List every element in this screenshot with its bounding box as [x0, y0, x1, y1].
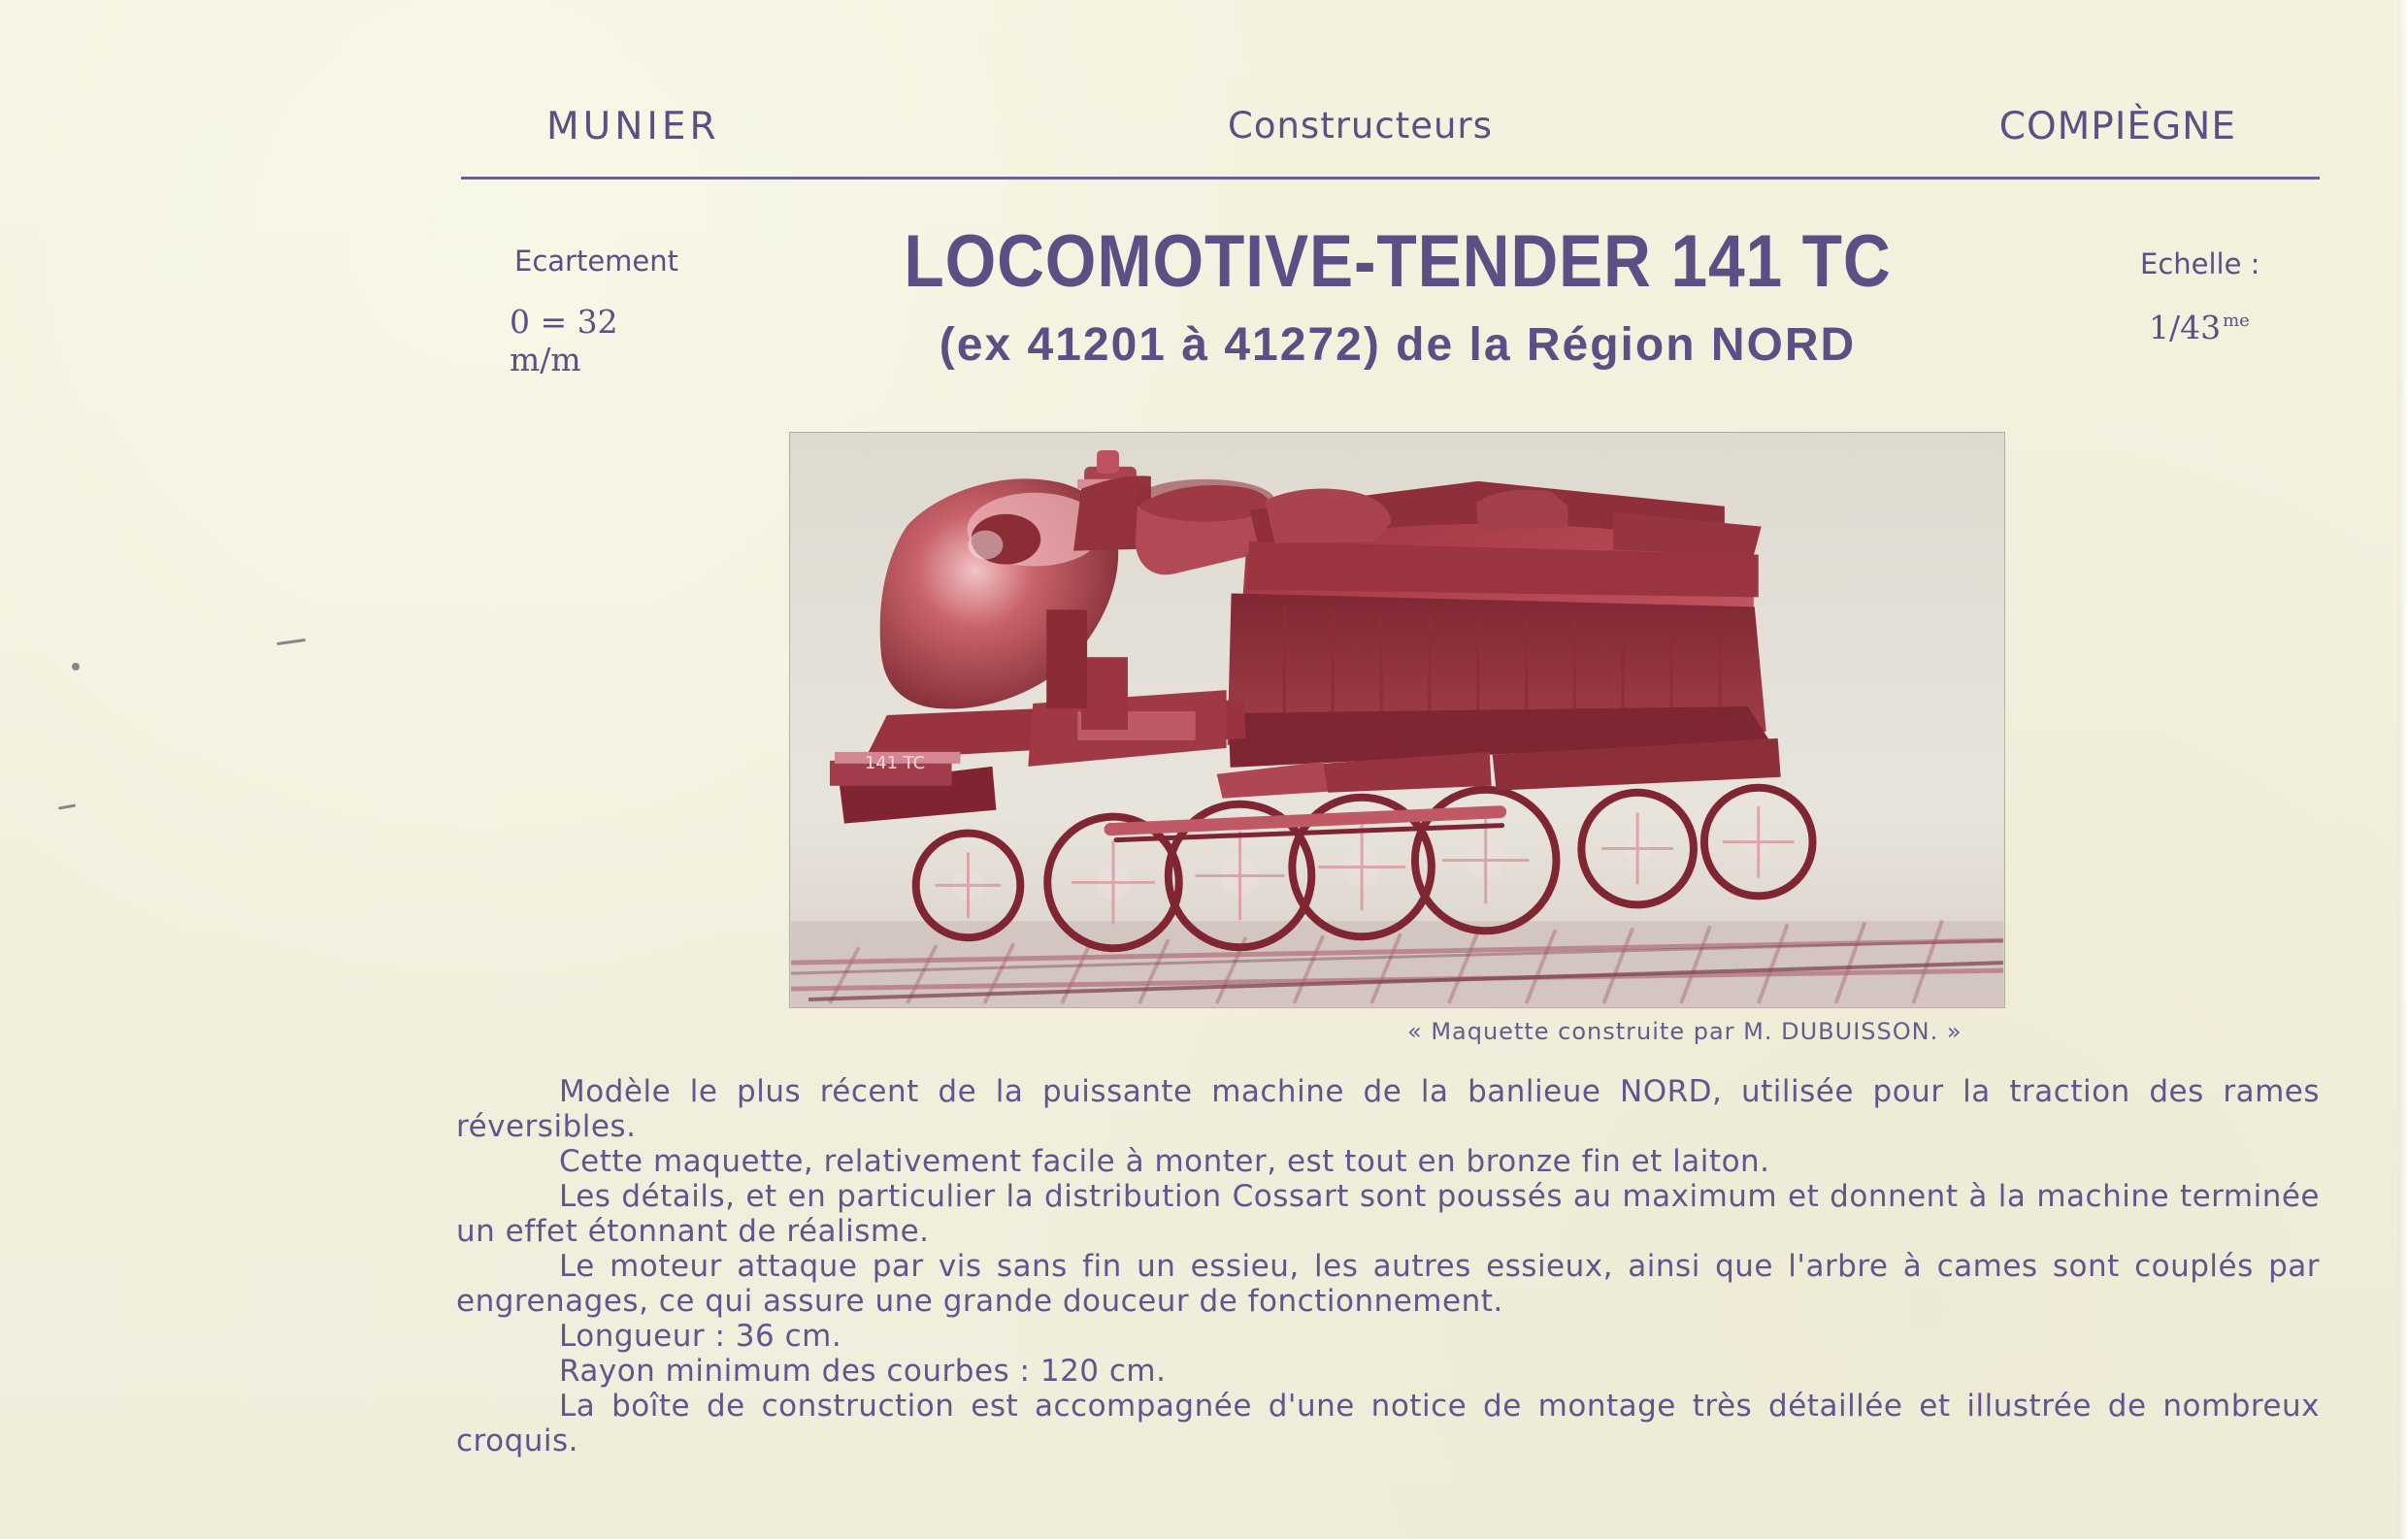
- description-text: [456, 1074, 2320, 1458]
- maker-role: Constructeurs: [1228, 105, 1493, 147]
- paper-mark: [277, 639, 306, 645]
- gauge-value: 0 = 32 m/m: [510, 303, 618, 378]
- maker-city: COMPIÈGNE: [1998, 105, 2236, 148]
- locomotive-photo: [789, 432, 2005, 1008]
- paragraph-4: Le moteur attaque par vis sans fin un essieu, les autres essieux, ainsi que l'arbre à cames sont couplés par engrenages, ce qui assure une grande douceur de fonctionnement.: [456, 1249, 2320, 1319]
- paragraph-2: Cette maquette, relativement facile à monter, est tout en bronze fin et laiton.: [559, 1144, 1770, 1179]
- page-title: LOCOMOTIVE-TENDER 141 TC: [904, 220, 1892, 303]
- page-subtitle: (ex 41201 à 41272) de la Région NORD: [939, 319, 1857, 371]
- paragraph-6: Rayon minimum des courbes : 120 cm.: [559, 1354, 1167, 1389]
- maker-name: MUNIER: [546, 105, 720, 148]
- gauge-block: [512, 245, 697, 378]
- paper-mark: [58, 803, 76, 809]
- page-header: [461, 105, 2320, 184]
- paragraph-7: La boîte de construction est accompagnée d'une notice de montage très détaillée et illustrée de nombreux croquis.: [456, 1389, 2320, 1458]
- paragraph-5: Longueur : 36 cm.: [559, 1319, 842, 1354]
- scale-value-main: 1/43: [2149, 309, 2222, 346]
- scale-block: [2140, 247, 2276, 346]
- paragraph-1: Modèle le plus récent de la puissante machine de la banlieue NORD, utilisée pour la traction des rames réversibles.: [456, 1074, 2320, 1144]
- photo-caption: « Maquette construite par M. DUBUISSON. »: [1407, 1018, 1963, 1045]
- header-rule: [461, 177, 2320, 180]
- svg-text:141 TC: 141 TC: [864, 752, 926, 773]
- page-edge: [2398, 0, 2408, 1539]
- scale-value: [2149, 309, 2276, 346]
- paragraph-3: Les détails, et en particulier la distribution Cossart sont poussés au maximum et donnent à la machine terminée un effet étonnant de réalisme.: [456, 1179, 2320, 1249]
- scale-value-sup: me: [2223, 311, 2250, 331]
- locomotive-illustration: [790, 433, 2004, 1007]
- scale-label: Echelle :: [2140, 247, 2260, 280]
- gauge-label: Ecartement: [514, 245, 679, 278]
- paper-mark: [72, 663, 80, 671]
